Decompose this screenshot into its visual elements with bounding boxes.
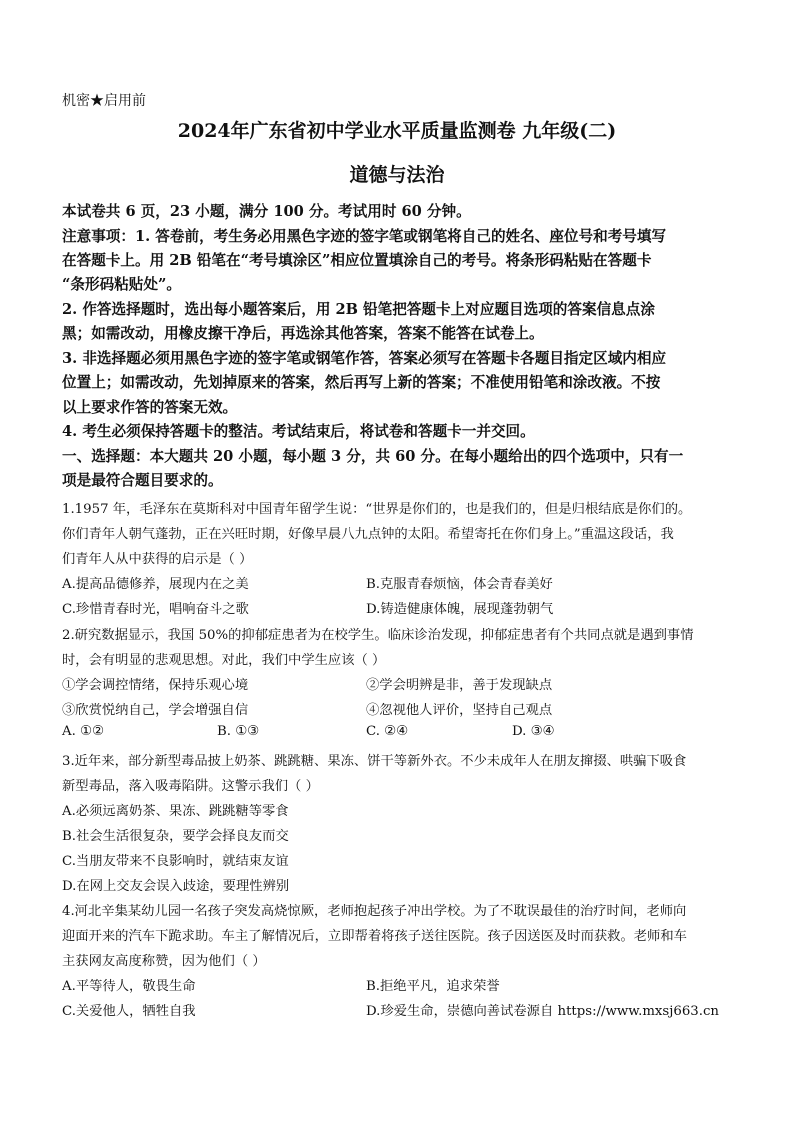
notice-line: 本试卷共 6 页，23 小题，满分 100 分。考试用时 60 分钟。: [62, 203, 471, 220]
notice-line: “条形码粘贴处”。: [62, 276, 181, 293]
question-3-option-c: C.当朋友带来不良影响时，就结束友谊: [62, 854, 289, 869]
question-4-text: 主获网友高度称赞，因为他们（ ）: [62, 954, 266, 969]
question-1-option-c: C.珍惜青春时光，唱响奋斗之歌: [62, 602, 249, 617]
question-1-text: 1.1957 年，毛泽东在莫斯科对中国青年留学生说：“世界是你们的，也是我们的，但是归根结底是你们的。: [62, 502, 692, 517]
question-2-option-c: C. ②④: [366, 724, 408, 739]
question-2-option-d: D. ③④: [512, 724, 555, 739]
question-2-option-b: B. ①③: [217, 724, 260, 739]
question-1-text: 你们青年人朝气蓬勃，正在兴旺时期，好像早晨八九点钟的太阳。希望寄托在你们身上。”重温这段话，我: [62, 527, 674, 542]
notice-line: 3. 非选择题必须用黑色字迹的签字笔或钢笔作答，答案必须写在答题卡各题目指定区域内相应: [62, 350, 667, 367]
question-1-option-d: D.铸造健康体魄，展现蓬勃朝气: [366, 602, 554, 617]
question-3-text: 3.近年来，部分新型毒品披上奶茶、跳跳糖、果冻、饼干等新外衣。不少未成年人在朋友撺掇、哄骗下吸食: [62, 754, 687, 769]
notice-line: 4. 考生必须保持答题卡的整洁。考试结束后，将试卷和答题卡一并交回。: [62, 423, 535, 440]
question-4-option-c: C.关爱他人，牺牲自我: [62, 1004, 196, 1019]
question-1-option-b: B.克服青春烦恼，体会青春美好: [366, 577, 553, 592]
question-4-text: 4.河北辛集某幼儿园一名孩子突发高烧惊厥，老师抱起孩子冲出学校。为了不耽误最佳的治疗时间，老师向: [62, 904, 687, 919]
question-1-text: 们青年人从中获得的启示是（ ）: [62, 552, 253, 567]
question-3-text: 新型毒品，落入吸毒陷阱。这警示我们（ ）: [62, 779, 319, 794]
notice-line: 黑；如需改动，用橡皮擦干净后，再选涂其他答案，答案不能答在试卷上。: [62, 325, 544, 342]
exam-title: 2024年广东省初中学业水平质量监测卷 九年级(二): [177, 120, 617, 142]
section-heading: 项是最符合题目要求的。: [62, 472, 223, 489]
question-2-statement-1: ①学会调控情绪，保持乐观心境: [62, 678, 249, 693]
question-3-option-b: B.社会生活很复杂，要学会择良友而交: [62, 829, 289, 844]
notice-line: 以上要求作答的答案无效。: [62, 399, 238, 416]
question-2-statement-2: ②学会明辨是非，善于发现缺点: [366, 678, 553, 693]
question-3-option-a: A.必须远离奶茶、果冻、跳跳糖等零食: [62, 804, 289, 819]
section-heading: 一、选择题：本大题共 20 小题，每小题 3 分，共 60 分。在每小题给出的四个选项中，只有一: [62, 448, 684, 465]
question-4-option-a: A.平等待人，敬畏生命: [62, 979, 196, 994]
question-3-option-d: D.在网上交友会误入歧途，要理性辨别: [62, 879, 290, 894]
confidential-label: 机密★启用前: [62, 93, 146, 109]
question-4-text: 迎面开来的汽车下跪求助。车主了解情况后，立即帮着将孩子送往医院。孩子因送医及时而获救。老师和车: [62, 929, 687, 944]
question-1-option-a: A.提高品德修养，展现内在之美: [62, 577, 249, 592]
question-2-text: 时，会有明显的悲观思想。对此，我们中学生应该（ ）: [62, 653, 386, 668]
notice-line: 2. 作答选择题时，选出每小题答案后，用 2B 铅笔把答题卡上对应题目选项的答案信息点涂: [62, 301, 655, 318]
subject-title: 道德与法治: [349, 164, 445, 186]
notice-line: 在答题卡上。用 2B 铅笔在“考号填涂区”相应位置填涂自己的考号。将条形码粘贴在答题卡: [62, 252, 652, 269]
question-2-option-a: A. ①②: [62, 724, 104, 739]
question-2-statement-3: ③欣赏悦纳自己，学会增强自信: [62, 703, 249, 718]
notice-line: 位置上；如需改动，先划掉原来的答案，然后再写上新的答案；不准使用铅笔和涂改液。不按: [62, 374, 661, 391]
question-2-statement-4: ④忽视他人评价，坚持自己观点: [366, 703, 553, 718]
notice-line: 注意事项：1. 答卷前，考生务必用黑色字迹的签字笔或钢笔将自己的姓名、座位号和考号填写: [62, 228, 667, 245]
question-2-text: 2.研究数据显示，我国 50%的抑郁症患者为在校学生。临床诊治发现，抑郁症患者有个共同点就是遇到事情: [62, 628, 694, 643]
question-4-option-b: B.拒绝平凡，追求荣誉: [366, 979, 500, 994]
question-4-option-d: D.珍爱生命，崇德向善试卷源自 https://www.mxsj663.cn: [366, 1004, 719, 1019]
